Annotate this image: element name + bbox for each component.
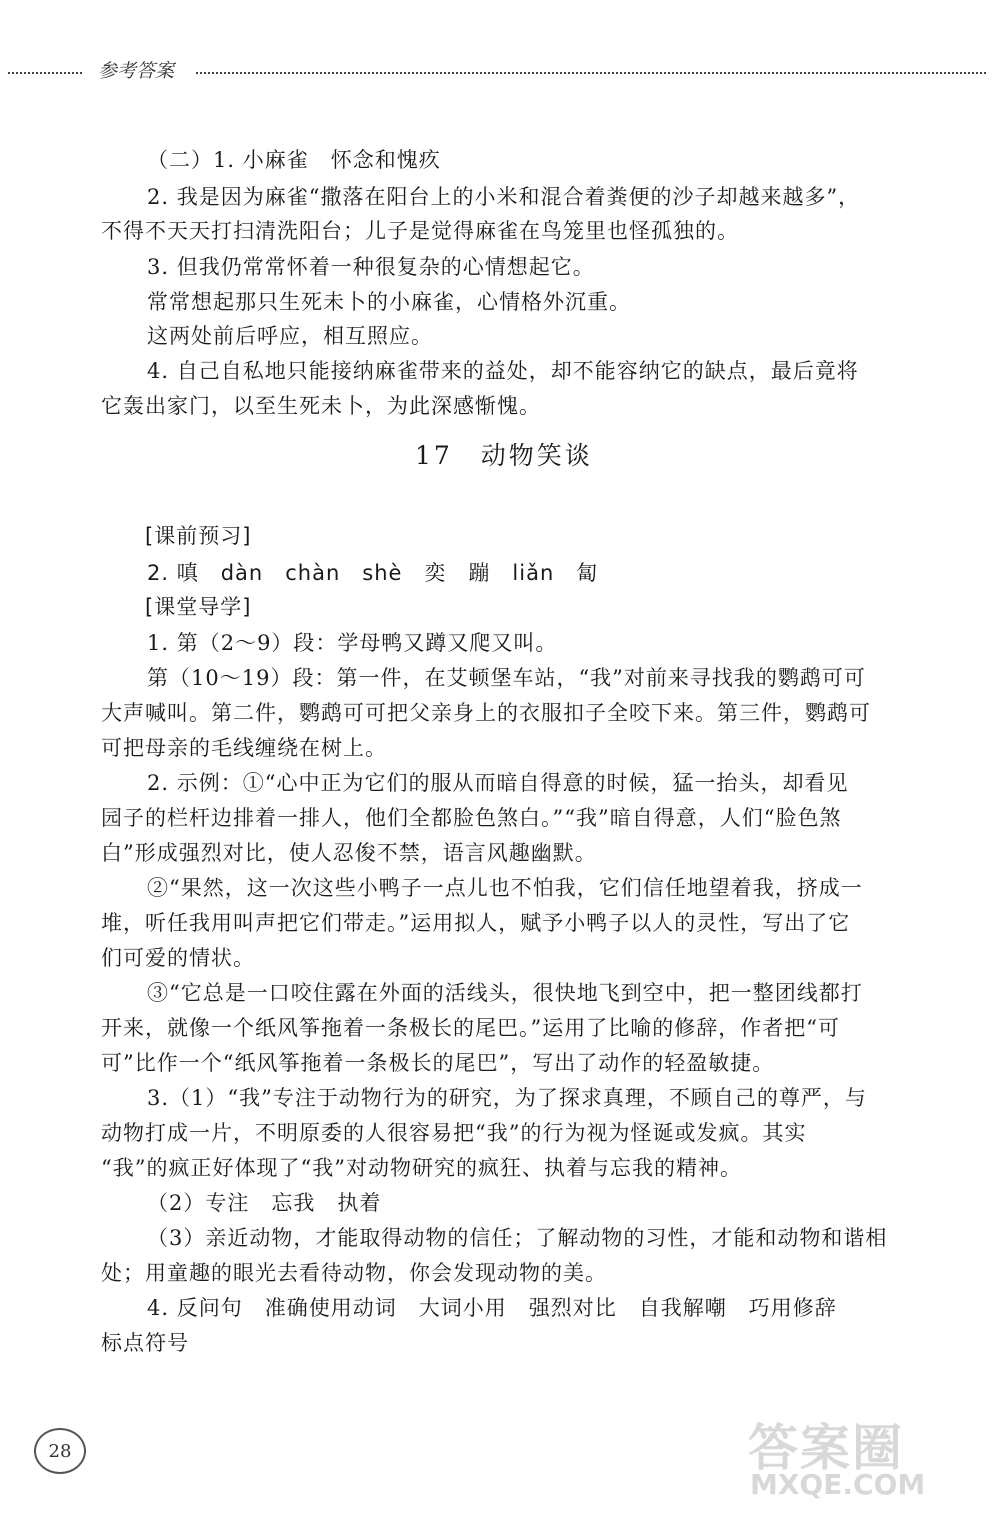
answer-line: （二）1. 小麻雀 怀念和愧疚	[147, 148, 441, 172]
answer-line: 可把母亲的毛线缠绕在树上。	[101, 736, 387, 760]
answer-line: 4. 自己自私地只能接纳麻雀带来的益处，却不能容纳它的缺点，最后竟将	[147, 359, 859, 383]
answer-line: 白”形成强烈对比，使人忍俊不禁，语言风趣幽默。	[101, 841, 597, 865]
answer-line: “我”的疯正好体现了“我”对动物研究的疯狂、执着与忘我的精神。	[101, 1156, 742, 1180]
answer-line: 动物打成一片，不明原委的人很容易把“我”的行为视为怪诞或发疯。其实	[101, 1121, 807, 1145]
watermark-text: 答案圈	[748, 1418, 904, 1477]
answer-line: 园子的栏杆边排着一排人，他们全都脸色煞白。”“我”暗自得意，人们“脸色煞	[101, 806, 842, 830]
watermark-url: MXQE.COM	[750, 1468, 926, 1501]
answer-line: 4. 反问句 准确使用动词 大词小用 强烈对比 自我解嘲 巧用修辞	[147, 1296, 837, 1320]
answer-line: 常常想起那只生死未卜的小麻雀，心情格外沉重。	[147, 290, 631, 314]
answer-line: ②“果然，这一次这些小鸭子一点儿也不怕我，它们信任地望着我，挤成一	[147, 876, 863, 900]
answer-line: 大声喊叫。第二件，鹦鹉可可把父亲身上的衣服扣子全咬下来。第三件，鹦鹉可	[101, 701, 871, 725]
answer-line: 处；用童趣的眼光去看待动物，你会发现动物的美。	[101, 1261, 607, 1285]
answer-line: 第（10～19）段：第一件，在艾顿堡车站，“我”对前来寻找我的鹦鹉可可	[147, 666, 866, 690]
lesson-title: 17 动物笑谈	[415, 441, 593, 470]
page-number: 28	[48, 1440, 72, 1462]
answer-line: 这两处前后呼应，相互照应。	[147, 324, 433, 348]
section-heading-preview: [课前预习]	[145, 524, 252, 548]
answer-line: 标点符号	[101, 1331, 189, 1355]
header-dotted-rule-right	[196, 72, 986, 74]
answer-line: 3. 但我仍常常怀着一种很复杂的心情想起它。	[147, 255, 595, 279]
answer-line: 3.（1）“我”专注于动物行为的研究，为了探求真理，不顾自己的尊严，与	[147, 1086, 867, 1110]
answer-line: 1. 第（2～9）段：学母鸭又蹲又爬又叫。	[147, 631, 558, 655]
answer-line: （3）亲近动物，才能取得动物的信任；了解动物的习性，才能和动物和谐相	[147, 1226, 888, 1250]
watermark-logo	[748, 1408, 988, 1508]
answer-line: 2. 示例：①“心中正为它们的服从而暗自得意的时候，猛一抬头，却看见	[147, 771, 849, 795]
header-title: 参考答案	[98, 60, 175, 82]
answer-line: 们可爱的情状。	[101, 946, 255, 970]
answer-line: ③“它总是一口咬住露在外面的活线头，很快地飞到空中，把一整团线都打	[147, 981, 863, 1005]
answer-line: 可”比作一个“纸风筝拖着一条极长的尾巴”，写出了动作的轻盈敏捷。	[101, 1051, 775, 1075]
answer-line: 不得不天天打扫清洗阳台；儿子是觉得麻雀在鸟笼里也怪孤独的。	[101, 219, 739, 243]
page-header	[0, 56, 1000, 86]
section-heading-guide: [课堂导学]	[145, 595, 252, 619]
answer-line: 它轰出家门，以至生死未卜，为此深感惭愧。	[101, 394, 541, 418]
answer-line: 堆，听任我用叫声把它们带走。”运用拟人，赋予小鸭子以人的灵性，写出了它	[101, 911, 851, 935]
answer-line: 开来，就像一个纸风筝拖着一条极长的尾巴。”运用了比喻的修辞，作者把“可	[101, 1016, 840, 1040]
answer-line: （2）专注 忘我 执着	[147, 1191, 382, 1215]
answer-line: 2. 我是因为麻雀“撒落在阳台上的小米和混合着粪便的沙子却越来越多”，	[147, 185, 861, 209]
preview-answer: 2. 嗔 dàn chàn shè 奕 蹦 liǎn 匐	[147, 561, 599, 585]
page-number-badge	[34, 1428, 86, 1474]
header-dotted-rule-left	[8, 72, 82, 74]
